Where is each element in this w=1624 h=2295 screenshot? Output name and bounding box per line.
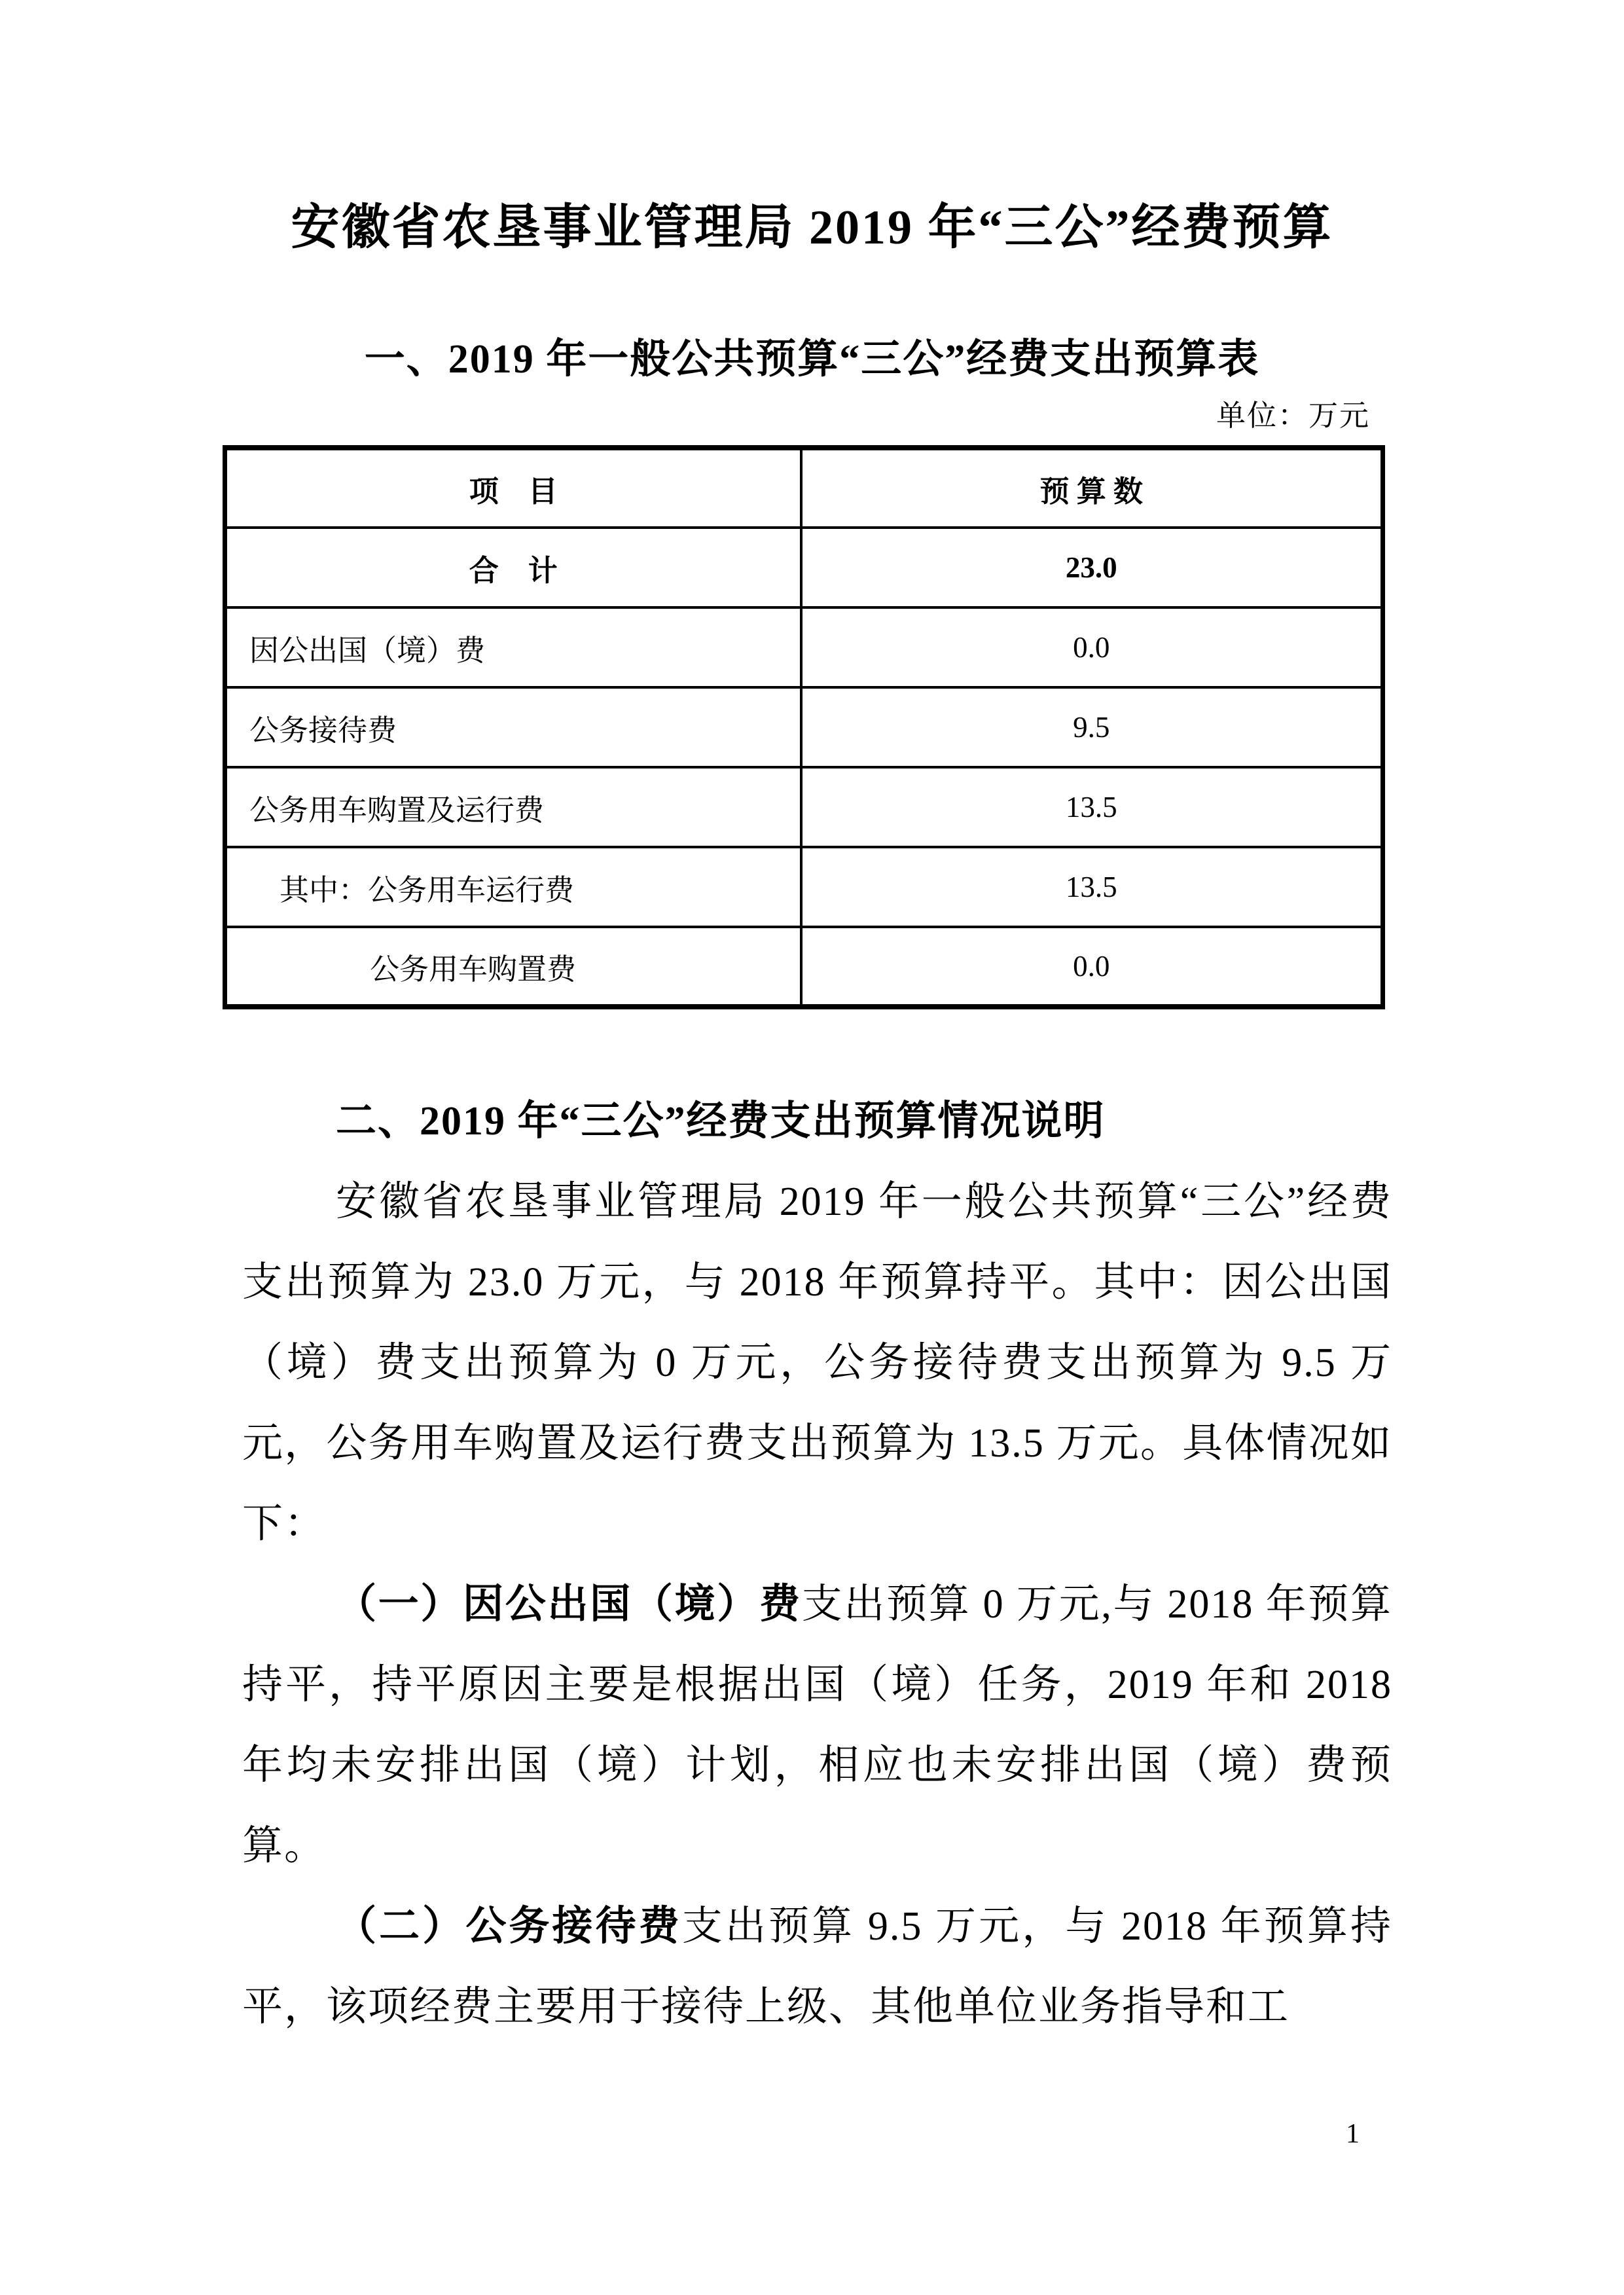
paragraph-item-2 [242,1887,1392,2048]
table-cell-item: 公务用车购置及运行费 [225,767,801,847]
unit-note: 单位：万元 [1216,399,1370,432]
table-cell-item: 合 计 [225,528,801,607]
table-cell-item: 公务接待费 [225,687,801,767]
table-cell-value: 0.0 [801,607,1383,687]
paragraph-overview [242,1162,1392,1564]
table-row [225,847,1383,927]
section2-heading: 二、2019 年“三公”经费支出预算情况说明 [336,1099,1106,1144]
table-row [225,767,1383,847]
paragraph-item-1 [242,1564,1392,1887]
table-cell-value: 13.5 [801,767,1383,847]
table-cell-value: 9.5 [801,687,1383,767]
paragraph-lead: （二）公务接待费 [336,1904,682,1949]
paragraph-text: 支出预算 9.5 万元，与 2018 年预算持平，该项经费主要用于接待上级、其他单位业务指导和工 [242,1904,1392,2029]
paragraph-text: 支出预算 0 万元,与 2018 年预算持平，持平原因主要是根据出国（境）任务，2019 年和 2018 年均未安排出国（境）计划，相应也未安排出国（境）费预算。 [242,1582,1392,1868]
table-cell-item: 因公出国（境）费 [225,607,801,687]
table-header-value: 预 算 数 [801,448,1383,528]
table-row-total [225,528,1383,607]
table-row [225,687,1383,767]
table-cell-value: 23.0 [801,528,1383,607]
table-cell-value: 13.5 [801,847,1383,927]
section1-heading: 一、2019 年一般公共预算“三公”经费支出预算表 [364,337,1260,382]
table-cell-value: 0.0 [801,927,1383,1007]
table-header-row [225,448,1383,528]
table-header-item: 项 目 [225,448,801,528]
paragraph-text: 安徽省农垦事业管理局 2019 年一般公共预算“三公”经费支出预算为 23.0 万元，与 2018 年预算持平。其中：因公出国（境）费支出预算为 0 万元，公务接待费支出预算为 9.5 万元，公务用车购置及运行费支出预算为 13.5 万元。具体情况如下： [242,1180,1392,1546]
table-cell-item: 公务用车购置费 [225,927,801,1007]
document-title: 安徽省农垦事业管理局 2019 年“三公”经费预算 [291,201,1333,255]
section2-body [242,1081,1392,2048]
table-row [225,927,1383,1007]
budget-table [223,445,1385,1009]
paragraph-lead: （一）因公出国（境）费 [336,1582,802,1627]
table-cell-item: 其中：公务用车运行费 [225,847,801,927]
table-row [225,607,1383,687]
page-number: 1 [1346,2119,1360,2149]
